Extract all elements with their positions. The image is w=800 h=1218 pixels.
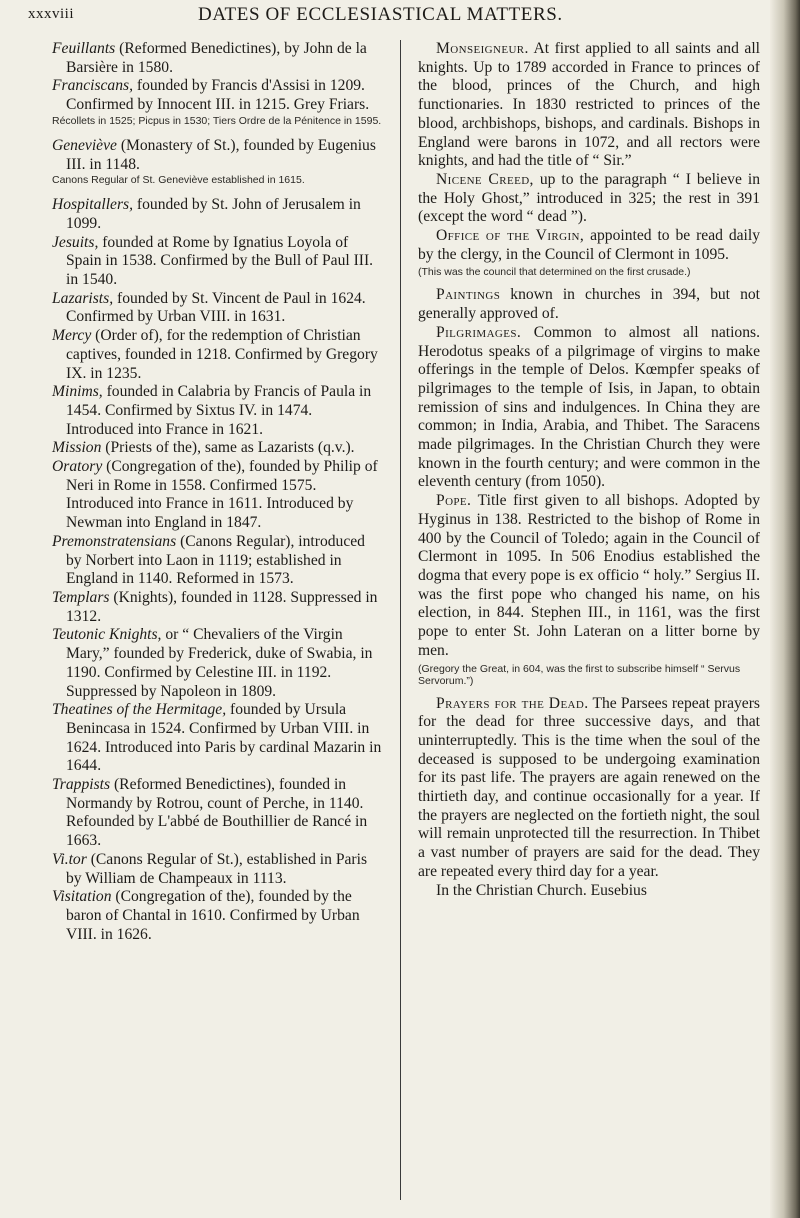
entry-term: Lazarists, [52,289,114,307]
dictionary-entry [52,589,382,626]
column-divider [400,40,401,1200]
entry-text: (Order of), for the redemption of Christian captives, founded in 1218. Confirmed by Gregory IX. in 1235. [66,327,378,382]
dictionary-entry [52,776,382,851]
entry-note: Canons Regular of St. Geneviève established in 1615. [52,174,305,187]
entry-term: Feuillants [52,40,116,57]
entry-term: Pilgrimages. [436,323,522,341]
dictionary-entry [418,286,760,323]
entry-note: Récollets in 1525; Picpus in 1530; Tiers Ordre de la Pénitence in 1595. [52,114,382,127]
dictionary-entry [52,851,382,888]
dictionary-entry [52,888,382,944]
dictionary-entry [52,701,382,776]
entry-term: Theatines of the Hermitage, [52,701,227,719]
entry-text: At first applied to all saints and all knights. Up to 1789 accorded in France to princes of the blood, princes of the Church, and high functionaries. In 1830 restricted to princes of the blood, archbishops, bishops, and cardinals. Bishops in England were barons in 1072, and all rectors were knights, and had the title of “ Sir.” [418,40,760,170]
entry-term: Templars [52,588,110,606]
entry-term: Trappists [52,776,111,794]
entry-text: founded at Rome by Ignatius Loyola of Spain in 1538. Confirmed by the Bull of Paul III. in 1540. [66,233,374,289]
entry-text: (Knights), founded in 1128. Suppressed in 1312. [66,588,378,625]
entry-term: Franciscans, [52,77,133,95]
dictionary-entry [52,439,382,458]
dictionary-entry [52,383,382,439]
entry-text: (Reformed Benedictines), founded in Normandy by Rotrou, count of Perche, in 1140. Refounded by L'abbé de Bouthillier de Rancé in 1663. [66,776,368,850]
entry-text: founded by Francis d'Assisi in 1209. Confirmed by Innocent III. in 1215. Grey Friars. [66,77,370,114]
entry-term: Jesuits, [52,233,99,251]
entry-term: Minims, [52,383,103,401]
dictionary-entry [52,458,382,533]
dictionary-entry [52,137,382,174]
running-title: DATES OF ECCLESIASTICAL MATTERS. [198,4,563,25]
dictionary-entry [418,492,760,660]
entry-text: appointed to be read daily by the clergy, in the Council of Clermont in 1095. [418,227,761,263]
entry-text: Common to almost all nations. Herodotus speaks of a pilgrimage of virgins to make offerings in the temple of Delos. Kœmpfer speaks of pilgrimages to the temple of Isis, in Japan, to obtain remission of sins and indulgences. In China they are common; in India, Arabia, and Thibet. The Saracens made pilgrimages. In the Christian Church they were known in the fourth century; and were common in the eleventh century (from 1050). [418,323,760,491]
entry-term: Hospitallers, [52,196,134,214]
entry-term: Oratory [52,458,103,476]
entry-term: Teutonic Knights, [52,626,162,644]
entry-note: (This was the council that determined on the first crusade.) [418,266,691,279]
dictionary-entry [418,171,760,227]
entry-text: founded by St. Vincent de Paul in 1624. Confirmed by Urban VIII. in 1631. [66,289,366,326]
entry-text: known in churches in 394, but not generally approved of. [418,286,760,323]
dictionary-entry [52,77,382,114]
dictionary-entry [418,695,760,882]
entry-term: Monseigneur. [436,40,529,57]
page-number: xxxviii [28,6,75,22]
dictionary-entry [52,40,382,77]
dictionary-entry [52,626,382,701]
entry-note: (Gregory the Great, in 604, was the first to subscribe himself “ Servus Servorum.”) [418,662,741,687]
entry-text: up to the paragraph “ I believe in the Holy Ghost,” introduced in 325; the rest in 391 (except the word “ dead ”). [418,170,760,226]
entry-text: founded in Calabria by Francis of Paula in 1454. Confirmed by Sixtus IV. in 1474. Introduced into France in 1621. [66,383,372,438]
entry-term: Geneviève [52,136,117,154]
right-column [418,40,760,900]
entry-term: Office of the Virgin, [436,227,585,245]
dictionary-entry [418,227,760,264]
dictionary-entry [52,196,382,233]
entry-term: Pope. [436,492,472,510]
entry-text: (Reformed Benedictines), by John de la Barsière in 1580. [66,40,367,76]
entry-text: (Canons Regular), introduced by Norbert into Laon in 1119; established in England in 1140. Reformed in 1573. [66,532,365,588]
entry-term: Nicene Creed, [436,170,534,188]
dictionary-entry [418,324,760,492]
page-edge-shadow [770,0,800,1218]
entry-text: (Congregation of the), founded by Philip of Neri in Rome in 1558. Confirmed 1575. Introduced into France in 1611. Introduced by Newman into England in 1847. [66,458,378,532]
entry-term: Paintings [436,286,501,304]
entry-text: or “ Chevaliers of the Virgin Mary,” founded by Frederick, duke of Swabia, in 1190. Confirmed by Celestine III. in 1192. Suppressed by Napoleon in 1809. [66,626,373,700]
entry-term: Mission [52,439,102,457]
entry-text: (Canons Regular of St.), established in Paris by William de Champeaux in 1113. [66,850,368,887]
entry-text: The Parsees repeat prayers for the dead for three successive days, and that uninterruptedly. This is the time when the soul of the deceased is supposed to be undergoing examination for its past life. The prayers are again renewed on the thirtieth day, and continue occasionally for a year. If the prayers are neglected on the fortieth night, the soul will remain unprotected till the resurrection. In Thibet a vast number of prayers are said for the dead. They are repeated every third day for a year. [418,694,760,880]
dictionary-entry [52,327,382,383]
dictionary-entry [52,234,382,290]
entry-term: Visitation [52,888,112,906]
entry-term: Vi.tor [52,850,87,868]
entry-text: (Priests of the), same as Lazarists (q.v.). [101,439,355,457]
entry-term: Mercy [52,327,92,345]
dictionary-entry [52,290,382,327]
entry-text: founded by St. John of Jerusalem in 1099. [66,196,361,232]
entry-term: Premonstratensians [52,532,177,550]
entry-text: In the Christian Church. Eusebius [436,881,647,899]
entry-text: (Monastery of St.), founded by Eugenius III. in 1148. [66,136,376,173]
left-column [52,40,382,944]
dictionary-entry [418,882,760,901]
dictionary-entry [418,40,760,171]
entry-term: Prayers for the Dead. [436,694,589,712]
entry-text: founded by Ursula Benincasa in 1524. Confirmed by Urban VIII. in 1624. Introduced into Paris by cardinal Mazarin in 1644. [66,701,382,775]
page-header [28,4,768,28]
entry-text: Title first given to all bishops. Adopted by Hyginus in 138. Restricted to the bishop of Rome in 400 by the Council of Toledo; again in the Council of Clermont in 1095. In 506 Enodius established the dogma that every pope is ex officio “ holy.” Sergius II. was the first pope who changed his name, on his election, in 844. Stephen III., in 1161, was the first pope to enter St. John Lateran on a litter borne by men. [418,492,760,659]
entry-text: (Congregation of the), founded by the baron of Chantal in 1610. Confirmed by Urban VIII. in 1626. [66,888,360,943]
dictionary-entry [52,533,382,589]
